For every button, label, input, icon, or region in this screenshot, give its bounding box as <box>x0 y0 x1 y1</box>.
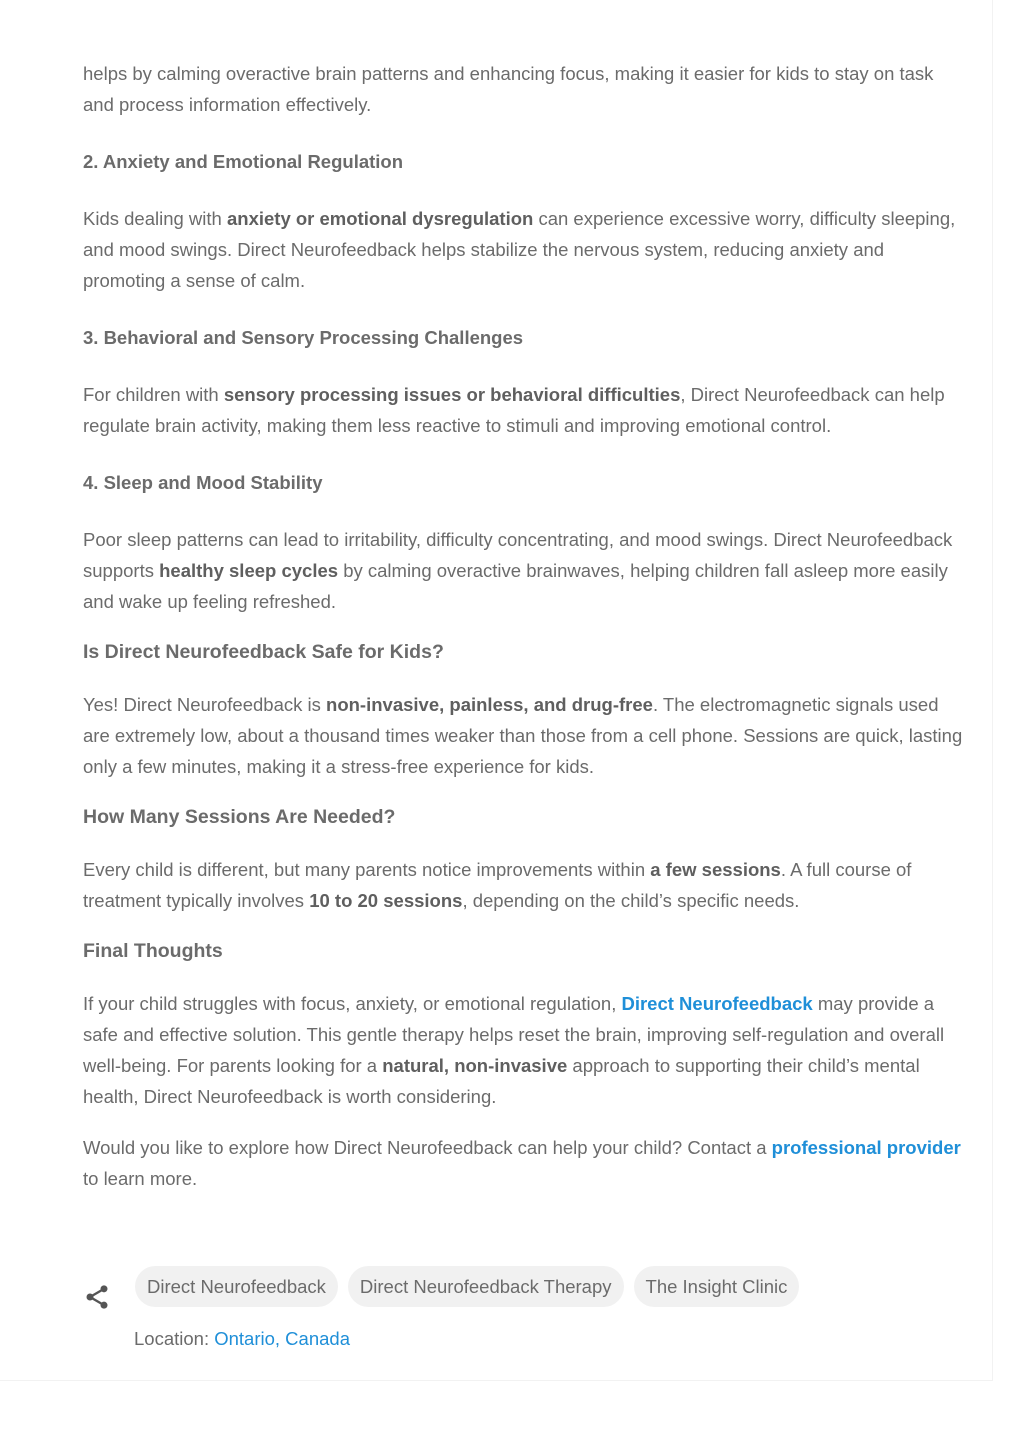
paragraph-text: . A full course of treatment typically involves <box>83 859 912 911</box>
heading-final: Final Thoughts <box>83 940 223 962</box>
paragraph-final <box>83 988 968 1112</box>
article-body <box>83 58 968 1220</box>
tag-the-insight-clinic[interactable]: The Insight Clinic <box>634 1266 800 1307</box>
paragraph-text: by calming overactive brainwaves, helping children fall asleep more easily and wake up feeling refreshed. <box>83 560 948 612</box>
location-link[interactable]: Ontario, Canada <box>214 1328 350 1349</box>
heading-sessions: How Many Sessions Are Needed? <box>83 806 396 828</box>
paragraph-text: may provide a safe and effective solution. This gentle therapy helps reset the brain, improving self-regulation and overall well-being. For parents looking for a <box>83 993 945 1076</box>
paragraph-text: . The electromagnetic signals used are extremely low, about a thousand times weaker than those from a cell phone. Sessions are quick, lasting only a few minutes, making it a stress-free experience for kids. <box>83 694 963 777</box>
share-icon[interactable] <box>83 1283 111 1311</box>
paragraph-sleep <box>83 524 968 617</box>
bold-text: 10 to 20 sessions <box>309 890 463 911</box>
paragraph-text: For children with <box>83 384 224 405</box>
paragraph-text: can experience excessive worry, difficulty sleeping, and mood swings. Direct Neurofeedback helps stabilize the nervous system, reducing anxiety and promoting a sense of calm. <box>83 208 956 291</box>
heading-behavioral: 3. Behavioral and Sensory Processing Challenges <box>83 327 524 348</box>
paragraph-adhd-end <box>83 58 968 120</box>
paragraph-text: Would you like to explore how Direct Neurofeedback can help your child? Contact a <box>83 1137 772 1158</box>
paragraph-sessions <box>83 854 968 916</box>
paragraph-anxiety <box>83 203 968 296</box>
bold-text: sensory processing issues or behavioral difficulties <box>223 384 681 405</box>
tag-row <box>83 1266 809 1307</box>
paragraph-contact <box>83 1132 968 1194</box>
bold-text: natural, non-invasive <box>382 1055 568 1076</box>
bold-text: a few sessions <box>650 859 781 880</box>
location-line <box>134 1323 350 1354</box>
location-label: Location: <box>134 1328 215 1349</box>
paragraph-text: helps by calming overactive brain patterns and enhancing focus, making it easier for kids to stay on task and process information effectively. <box>83 63 934 115</box>
bold-text: non-invasive, painless, and drug-free <box>326 694 653 715</box>
heading-safe: Is Direct Neurofeedback Safe for Kids? <box>83 641 444 663</box>
professional-provider-link[interactable]: professional provider <box>771 1137 961 1158</box>
paragraph-text: Kids dealing with <box>83 208 227 229</box>
paragraph-text: If your child struggles with focus, anxiety, or emotional regulation, <box>83 993 622 1014</box>
bold-text: healthy sleep cycles <box>159 560 339 581</box>
direct-neurofeedback-link[interactable]: Direct Neurofeedback <box>621 993 813 1014</box>
paragraph-behavioral <box>83 379 968 441</box>
paragraph-text: Every child is different, but many parents notice improvements within <box>83 859 651 880</box>
paragraph-text: Poor sleep patterns can lead to irritability, difficulty concentrating, and mood swings. Direct Neurofeedback supports <box>83 529 953 581</box>
paragraph-text: , Direct Neurofeedback can help regulate brain activity, making them less reactive to stimuli and improving emotional control. <box>83 384 945 436</box>
paragraph-text: Yes! Direct Neurofeedback is <box>83 694 327 715</box>
heading-anxiety: 2. Anxiety and Emotional Regulation <box>83 151 404 172</box>
heading-sleep: 4. Sleep and Mood Stability <box>83 472 323 493</box>
paragraph-text: approach to supporting their child’s mental health, Direct Neurofeedback is worth considering. <box>83 1055 920 1107</box>
paragraph-text: to learn more. <box>83 1168 198 1189</box>
tag-direct-neurofeedback-therapy[interactable]: Direct Neurofeedback Therapy <box>348 1266 624 1307</box>
bold-text: anxiety or emotional dysregulation <box>226 208 534 229</box>
paragraph-text: , depending on the child’s specific needs. <box>462 890 800 911</box>
paragraph-safe <box>83 689 968 782</box>
tag-direct-neurofeedback[interactable]: Direct Neurofeedback <box>135 1266 338 1307</box>
